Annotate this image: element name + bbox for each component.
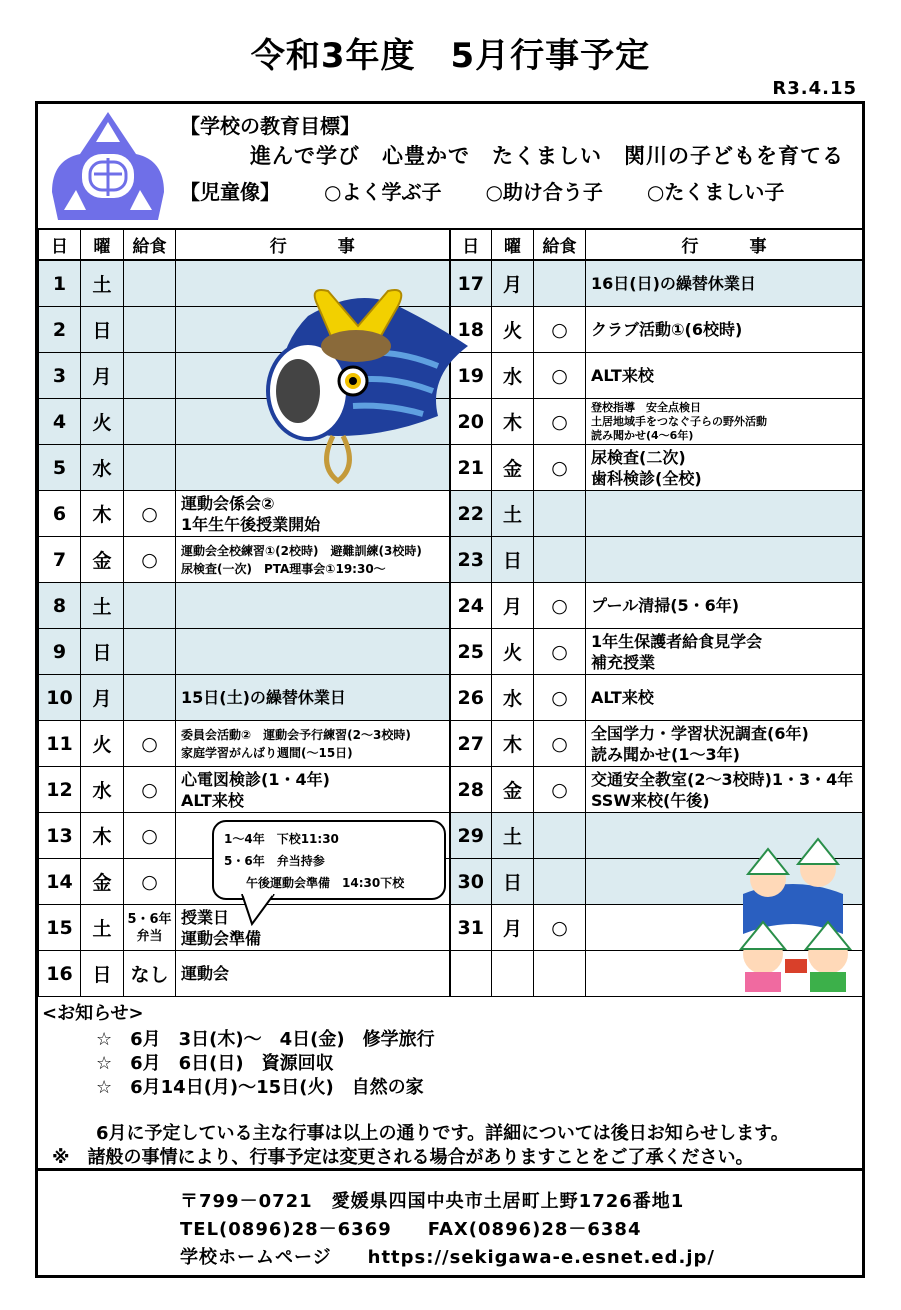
event-text: 心電図検診(1・4年) — [181, 769, 330, 789]
day-cell: 23 — [450, 537, 492, 583]
event-text: 運動会 — [181, 964, 230, 983]
weekday-cell: 日 — [492, 537, 534, 583]
homepage-label: 学校ホームページ — [180, 1247, 332, 1268]
weekday-cell: 日 — [492, 859, 534, 905]
weekday-cell: 火 — [492, 307, 534, 353]
lunch-cell — [124, 583, 176, 629]
lunch-cell: ○ — [534, 445, 586, 491]
col-day: 日 — [450, 230, 492, 261]
day-cell: 31 — [450, 905, 492, 951]
table-row — [39, 491, 863, 537]
weekday-cell: 水 — [492, 353, 534, 399]
goal-heading: 【学校の教育目標】 — [180, 114, 360, 138]
lunch-cell — [124, 260, 176, 307]
lunch-cell: ○ — [124, 813, 176, 859]
event-text: 土居地域手をつなぐ子らの野外活動 — [591, 414, 767, 428]
day-cell: 27 — [450, 721, 492, 767]
schedule-frame — [35, 101, 865, 1278]
lunch-cell — [124, 353, 176, 399]
table-row — [39, 583, 863, 629]
day-cell: 28 — [450, 767, 492, 813]
day-cell: 14 — [39, 859, 81, 905]
col-lunch: 給食 — [534, 230, 586, 261]
lunch-cell: 5・6年 弁当 — [124, 905, 176, 951]
events-cell — [586, 675, 863, 721]
events-cell — [176, 951, 450, 997]
events-cell — [586, 629, 863, 675]
col-events: 行 事 — [586, 230, 863, 261]
weekday-cell: 土 — [492, 813, 534, 859]
events-cell — [176, 629, 450, 675]
day-cell: 12 — [39, 767, 81, 813]
event-text: ALT来校 — [591, 366, 654, 385]
day-cell: 8 — [39, 583, 81, 629]
event-text: 運動会準備 — [181, 928, 262, 948]
weekday-cell: 土 — [81, 260, 124, 307]
weekday-cell: 月 — [492, 260, 534, 307]
day-cell: 22 — [450, 491, 492, 537]
events-cell — [176, 583, 450, 629]
day-cell: 17 — [450, 260, 492, 307]
lunch-cell: ○ — [534, 721, 586, 767]
weekday-cell: 木 — [81, 491, 124, 537]
event-text: 全国学力・学習状況調査(6年) — [591, 723, 809, 743]
child-item: ○たくましい子 — [646, 180, 785, 204]
event-text: 尿検査(一次) PTA理事会①19:30～ — [181, 561, 386, 576]
event-text: 補充授業 — [591, 652, 656, 672]
lunch-cell — [124, 629, 176, 675]
lunch-cell — [534, 491, 586, 537]
homepage-line — [180, 1243, 715, 1269]
goal-text: 進んで学び 心豊かで たくましい 関川の子どもを育てる — [250, 144, 844, 168]
day-cell: 20 — [450, 399, 492, 445]
phone-fax-line — [180, 1215, 642, 1241]
weekday-cell: 金 — [492, 767, 534, 813]
day-cell: 1 — [39, 260, 81, 307]
notice-caution: ※ 諸般の事情により、行事予定は変更される場合がありますことをご了承ください。 — [52, 1147, 754, 1168]
lunch-cell: ○ — [534, 583, 586, 629]
events-cell — [586, 353, 863, 399]
day-cell: 24 — [450, 583, 492, 629]
events-cell — [586, 491, 863, 537]
school-emblem-icon — [48, 108, 168, 222]
lunch-cell — [124, 307, 176, 353]
events-cell — [586, 767, 863, 813]
lunch-cell — [534, 537, 586, 583]
lunch-cell — [534, 813, 586, 859]
bubble-line: 1～4年 下校11:30 — [224, 832, 339, 846]
weekday-cell: 水 — [81, 767, 124, 813]
events-cell — [176, 491, 450, 537]
table-row — [39, 537, 863, 583]
events-cell — [586, 721, 863, 767]
bubble-line: 午後運動会準備 14:30下校 — [246, 876, 405, 890]
event-text: ALT来校 — [591, 688, 654, 707]
notice-summary: 6月に予定している主な行事は以上の通りです。詳細については後日お知らせします。 — [96, 1123, 789, 1144]
day-cell: 26 — [450, 675, 492, 721]
events-cell — [176, 905, 450, 951]
events-cell — [176, 537, 450, 583]
lunch-cell: ○ — [124, 491, 176, 537]
bubble-line: 5・6年 弁当持参 — [224, 854, 325, 868]
child-item: ○助け合う子 — [485, 180, 603, 204]
events-cell — [176, 721, 450, 767]
notice-section — [38, 997, 862, 1167]
day-cell: 10 — [39, 675, 81, 721]
weekday-cell: 木 — [492, 399, 534, 445]
events-cell — [586, 445, 863, 491]
weekday-cell: 月 — [492, 583, 534, 629]
weekday-cell: 月 — [492, 905, 534, 951]
day-cell: 19 — [450, 353, 492, 399]
day-cell: 2 — [39, 307, 81, 353]
day-cell: 18 — [450, 307, 492, 353]
day-cell: 9 — [39, 629, 81, 675]
lunch-cell: ○ — [534, 399, 586, 445]
lunch-cell — [534, 260, 586, 307]
day-cell: 30 — [450, 859, 492, 905]
event-text: 15日(土)の繰替休業日 — [181, 688, 346, 707]
day-cell: 25 — [450, 629, 492, 675]
lunch-cell: ○ — [534, 905, 586, 951]
table-row — [39, 629, 863, 675]
child-heading: 【児童像】 — [180, 180, 280, 204]
weekday-cell: 月 — [81, 353, 124, 399]
lunch-cell: ○ — [534, 353, 586, 399]
fax-number: FAX(0896)28－6384 — [427, 1219, 642, 1240]
notice-item: ☆ 6月 6日(日) 資源回収 — [96, 1053, 334, 1074]
event-text: 尿検査(二次) — [591, 447, 686, 467]
col-weekday: 曜 — [81, 230, 124, 261]
phone-number: TEL(0896)28－6369 — [180, 1219, 392, 1240]
col-lunch: 給食 — [124, 230, 176, 261]
col-events: 行 事 — [176, 230, 450, 261]
weekday-cell: 月 — [81, 675, 124, 721]
children-koinobori-illustration-icon — [723, 834, 863, 994]
weekday-cell: 日 — [81, 951, 124, 997]
weekday-cell: 土 — [81, 905, 124, 951]
weekday-cell: 金 — [492, 445, 534, 491]
weekday-cell: 木 — [492, 721, 534, 767]
lunch-cell: ○ — [534, 767, 586, 813]
koinobori-carp-icon — [238, 286, 468, 486]
day-cell: 7 — [39, 537, 81, 583]
weekday-cell: 火 — [81, 721, 124, 767]
event-text: ALT来校 — [181, 790, 244, 810]
table-row — [39, 675, 863, 721]
event-text: 運動会全校練習①(2校時) 避難訓練(3校時) — [181, 543, 422, 558]
speech-bubble-note — [212, 820, 446, 900]
lunch-cell: ○ — [124, 767, 176, 813]
col-day: 日 — [39, 230, 81, 261]
weekday-cell: 火 — [492, 629, 534, 675]
weekday-cell: 土 — [492, 491, 534, 537]
event-text: クラブ活動①(6校時) — [591, 320, 743, 339]
weekday-cell: 土 — [81, 583, 124, 629]
lunch-cell — [534, 951, 586, 997]
day-cell: 3 — [39, 353, 81, 399]
page-title: 令和3年度 5月行事予定 — [250, 36, 651, 76]
table-header-row — [39, 230, 863, 261]
lunch-cell — [124, 445, 176, 491]
event-text: 16日(日)の繰替休業日 — [591, 274, 756, 293]
day-cell: 29 — [450, 813, 492, 859]
weekday-cell: 火 — [81, 399, 124, 445]
weekday-cell: 金 — [81, 859, 124, 905]
day-cell: 11 — [39, 721, 81, 767]
notice-heading: <お知らせ> — [42, 1003, 144, 1024]
lunch-cell: ○ — [534, 629, 586, 675]
weekday-cell: 水 — [81, 445, 124, 491]
event-text: プール清掃(5・6年) — [591, 596, 740, 615]
day-cell: 5 — [39, 445, 81, 491]
events-cell — [176, 675, 450, 721]
event-text: SSW来校(午後) — [591, 790, 710, 810]
lunch-cell — [124, 399, 176, 445]
weekday-cell — [492, 951, 534, 997]
day-cell: 15 — [39, 905, 81, 951]
weekday-cell: 日 — [81, 629, 124, 675]
notice-item: ☆ 6月 3日(木)～ 4日(金) 修学旅行 — [96, 1029, 435, 1050]
school-goals-header — [38, 104, 862, 230]
event-text: 読み聞かせ(4～6年) — [591, 428, 694, 442]
event-text: 家庭学習がんばり週間(～15日) — [181, 745, 353, 760]
events-cell — [586, 307, 863, 353]
day-cell: 4 — [39, 399, 81, 445]
lunch-cell: ○ — [124, 721, 176, 767]
weekday-cell: 水 — [492, 675, 534, 721]
lunch-cell: なし — [124, 951, 176, 997]
child-item: ○よく学ぶ子 — [324, 180, 442, 204]
day-cell: 6 — [39, 491, 81, 537]
child-image-line — [180, 176, 784, 205]
lunch-cell: ○ — [124, 537, 176, 583]
lunch-cell: ○ — [534, 675, 586, 721]
table-row — [39, 721, 863, 767]
lunch-cell: ○ — [534, 307, 586, 353]
events-cell — [586, 399, 863, 445]
event-text: 授業日 — [181, 907, 230, 927]
table-row — [39, 767, 863, 813]
event-text: 1年生午後授業開始 — [181, 514, 321, 534]
events-cell — [586, 583, 863, 629]
events-cell — [586, 260, 863, 307]
events-cell — [586, 537, 863, 583]
issue-date: R3.4.15 — [772, 78, 857, 99]
day-cell: 21 — [450, 445, 492, 491]
events-cell — [176, 767, 450, 813]
weekday-cell: 金 — [81, 537, 124, 583]
day-cell — [450, 951, 492, 997]
school-address: 〒799－0721 愛媛県四国中央市土居町上野1726番地1 — [180, 1191, 685, 1212]
col-weekday: 曜 — [492, 230, 534, 261]
day-cell: 16 — [39, 951, 81, 997]
weekday-cell: 木 — [81, 813, 124, 859]
event-text: 1年生保護者給食見学会 — [591, 631, 763, 651]
event-text: 登校指導 安全点検日 — [591, 400, 701, 414]
event-text: 委員会活動② 運動会予行練習(2～3校時) — [181, 727, 411, 742]
weekday-cell: 日 — [81, 307, 124, 353]
school-contact-footer — [38, 1168, 862, 1278]
event-text: 歯科検診(全校) — [591, 468, 702, 488]
lunch-cell — [124, 675, 176, 721]
notice-item: ☆ 6月14日(月)～15日(火) 自然の家 — [96, 1077, 424, 1098]
event-text: 交通安全教室(2～3校時)1・3・4年 — [591, 769, 854, 789]
lunch-cell — [534, 859, 586, 905]
day-cell: 13 — [39, 813, 81, 859]
homepage-url[interactable]: https://sekigawa-e.esnet.ed.jp/ — [367, 1247, 715, 1268]
lunch-cell: ○ — [124, 859, 176, 905]
bubble-tail-icon — [238, 894, 278, 926]
event-text: 読み聞かせ(1～3年) — [591, 744, 740, 764]
event-text: 運動会係会② — [181, 493, 275, 513]
